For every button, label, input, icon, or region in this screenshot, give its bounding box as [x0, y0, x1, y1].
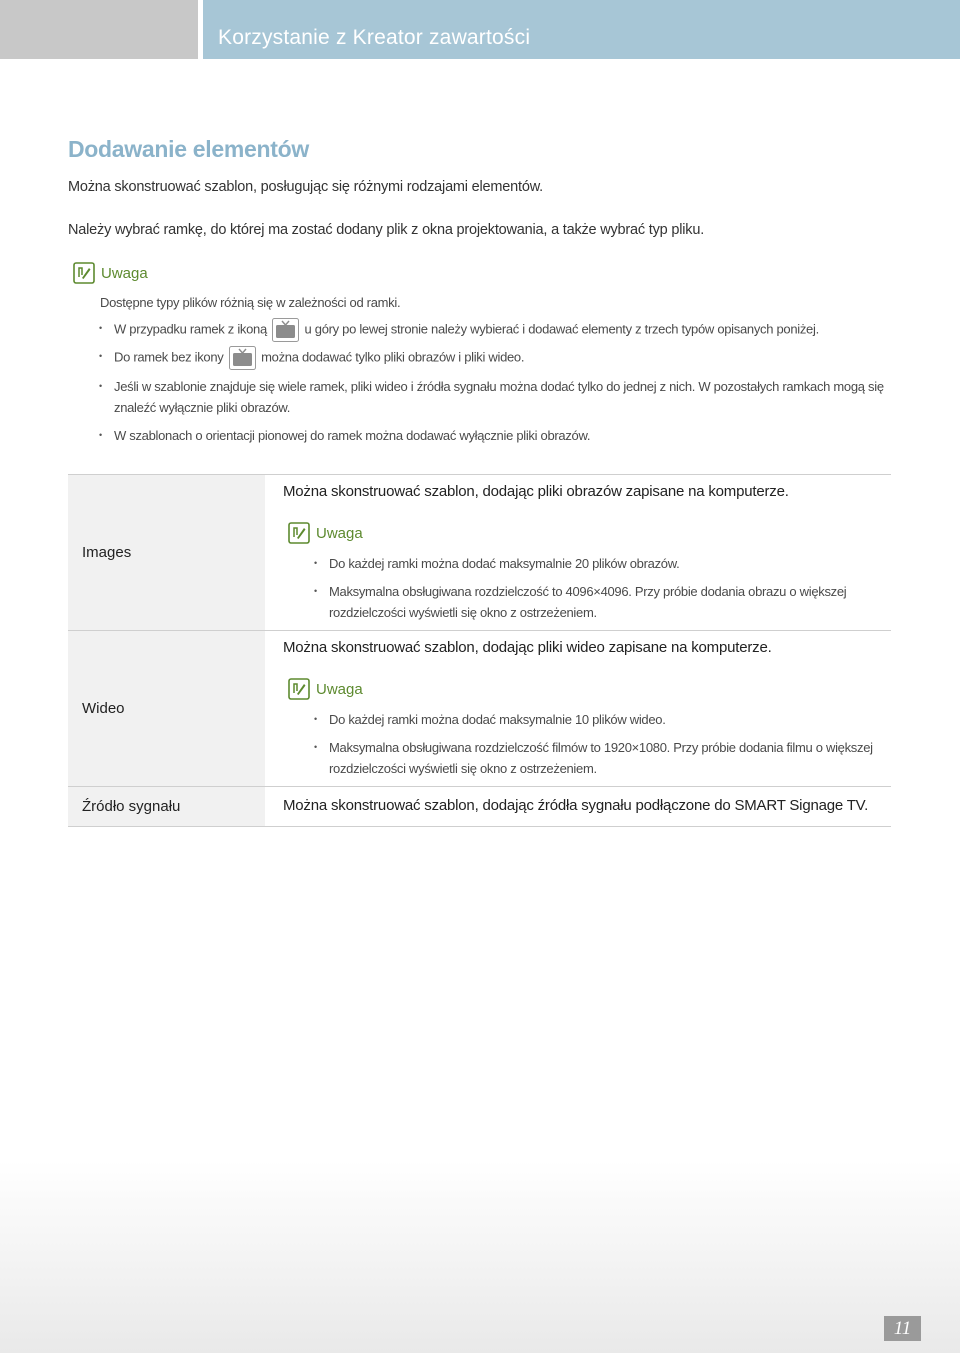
row-desc-zrodlo: Można skonstruować szablon, dodając źródła sygnału podłączone do SMART Signage TV.	[283, 797, 869, 814]
paragraph-2: Należy wybrać ramkę, do której ma zostać dodany plik z okna projektowania, a także wybrać typ pliku.	[68, 222, 705, 238]
note-bullet-1-pre: W przypadku ramek z ikoną	[114, 321, 267, 337]
note-bullet-1	[114, 318, 819, 342]
images-bullet-2-line-1: • Maksymalna obsługiwana rozdzielczość to 4096×4096. Przy próbie dodania obrazu o większej	[329, 584, 847, 599]
row-desc-wideo: Można skonstruować szablon, dodając pliki wideo zapisane na komputerze.	[283, 639, 772, 656]
note-header	[288, 522, 363, 544]
wideo-bullet-2	[329, 737, 873, 779]
images-bullet-1: • Do każdej ramki można dodać maksymalnie 20 plików obrazów.	[329, 553, 679, 574]
header-title: Korzystanie z Kreator zawartości	[218, 26, 531, 49]
tv-frame-icon	[229, 346, 256, 370]
wideo-bullet-1: • Do każdej ramki można dodać maksymalnie 10 plików wideo.	[329, 709, 666, 730]
note-bullet-3	[114, 376, 884, 418]
wideo-bullet-2-line-2: rozdzielczości wyświetli się okno z ostrzeżeniem.	[329, 761, 597, 776]
row-label-wideo: Wideo	[82, 700, 125, 717]
note-intro: Dostępne typy plików różnią się w zależności od ramki.	[100, 295, 401, 310]
wideo-bullet-2-line-1: • Maksymalna obsługiwana rozdzielczość filmów to 1920×1080. Przy próbie dodania filmu o większej	[329, 740, 873, 755]
note-bullet-4: • W szablonach o orientacji pionowej do ramek można dodawać wyłącznie pliki obrazów.	[114, 425, 590, 446]
note-bullet-1-post: u góry po lewej stronie należy wybierać i dodawać elementy z trzech typów opisanych poniżej.	[304, 321, 819, 337]
note-icon	[73, 262, 95, 284]
row-label-images: Images	[82, 544, 132, 561]
note-bullet-2	[114, 346, 524, 370]
note-bullet-2-post: można dodawać tylko pliki obrazów i pliki wideo.	[261, 349, 525, 365]
paragraph-1: Można skonstruować szablon, posługując się różnymi rodzajami elementów.	[68, 179, 544, 195]
page-number: 11	[884, 1316, 921, 1341]
note-header	[288, 678, 363, 700]
table-divider	[68, 826, 891, 827]
section-title: Dodawanie elementów	[68, 136, 309, 162]
note-bullet-3-line-1: • Jeśli w szablonie znajduje się wiele ramek, pliki wideo i źródła sygnału można dodać tylko do jednej z nich. W pozostałych ramkach mogą się	[114, 379, 884, 394]
note-icon	[288, 522, 310, 544]
note-bullet-3-line-2: znaleźć wyłącznie pliki obrazów.	[114, 400, 291, 415]
images-bullet-2	[329, 581, 846, 623]
note-header	[73, 262, 148, 284]
note-label: Uwaga	[316, 680, 363, 698]
note-icon	[288, 678, 310, 700]
images-bullet-2-line-2: rozdzielczości wyświetli się okno z ostrzeżeniem.	[329, 605, 597, 620]
row-label-zrodlo: Źródło sygnału	[82, 798, 181, 815]
header-left-bar	[0, 0, 198, 59]
note-label: Uwaga	[316, 524, 363, 542]
note-label: Uwaga	[101, 264, 148, 282]
note-bullet-2-pre: Do ramek bez ikony	[114, 349, 224, 365]
row-desc-images: Można skonstruować szablon, dodając pliki obrazów zapisane na komputerze.	[283, 483, 789, 500]
tv-frame-icon	[272, 318, 299, 342]
